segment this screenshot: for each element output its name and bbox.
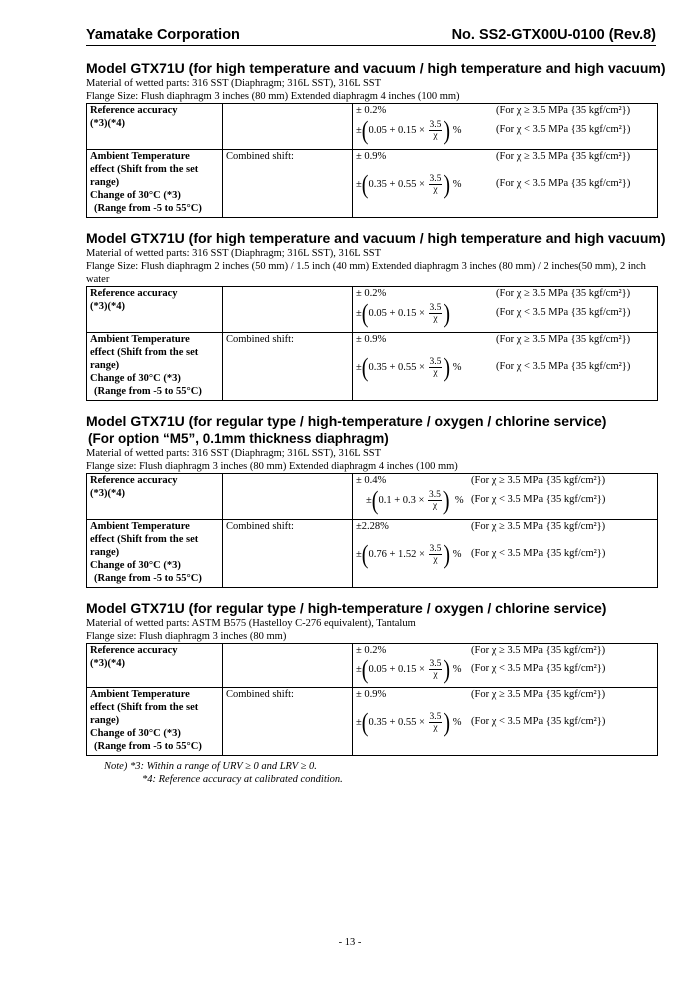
cond-lt: (For χ < 3.5 MPa {35 kgf/cm²}) <box>496 124 631 135</box>
page-header <box>86 27 656 46</box>
section-subtitle: (For option “M5”, 0.1mm thickness diaphragm) <box>88 431 389 446</box>
wetted-material: Material of wetted parts: 316 SST (Diaphragm; 316L SST), 316L SST <box>86 78 382 89</box>
ref-value-cell <box>353 104 658 150</box>
section-3 <box>86 413 666 588</box>
ref-formula: ± ( 0.05 + 0.15 × $\frac{3.5}{\chi}$ ) % <box>356 116 462 145</box>
note-4: *4: Reference accuracy at calibrated condition. <box>142 774 343 785</box>
ref-label-cell: Reference accuracy (*3)(*4) <box>87 104 223 150</box>
spec-table <box>86 103 658 218</box>
amb-value: ± 0.9% <box>356 151 387 162</box>
amb-formula: ± ( 0.35 + 0.55 × $\frac{3.5}{\chi}$ ) % <box>356 170 462 199</box>
spec-table: Reference accuracy (*3)(*4) ± 0.2% (For χ ≥ 3.5 MPa {35 kgf/cm²}) ± ( 0.05 + 0.15 × $\frac{3.5}{\chi}$ ) % (For χ < 3.5 MPa {35 kgf/cm²}) Ambient Temperature effect (Shift from the set range) Change of 30°C (*3) (Range from -5 to 55°C) Combined shift: ± 0.9% (For χ ≥ 3.5 MPa {35 kgf/cm²}) ± ( 0.35 + 0.55 × $\frac{3.5}{\chi}$ ) % (For χ < 3.5 MPa {35 kgf/cm²}) <box>86 643 658 756</box>
wetted-material: Material of wetted parts: 316 SST (Diaphragm; 316L SST), 316L SST <box>86 448 382 459</box>
cond-ge: (For χ ≥ 3.5 MPa {35 kgf/cm²}) <box>496 105 631 116</box>
section-title: Model GTX71U (for regular type / high-temperature / oxygen / chlorine service) <box>86 600 607 616</box>
wetted-material: Material of wetted parts: ASTM B575 (Hastelloy C-276 equivalent), Tantalum <box>86 618 416 629</box>
ref-value: ± 0.2% <box>356 105 387 116</box>
flange-size: Flange size: Flush diaphragm 3 inches (80 mm) <box>86 631 287 642</box>
amb-label-cell: Ambient Temperature effect (Shift from the set range) Change of 30°C (*3) (Range from -5 to 55°C) <box>87 150 223 218</box>
document-number: No. SS2-GTX00U-0100 (Rev.8) <box>451 27 656 43</box>
section-title: Model GTX71U (for regular type / high-temperature / oxygen / chlorine service) <box>86 413 607 429</box>
flange-size: Flange Size: Flush diaphragm 3 inches (80 mm) Extended diaphragm 4 inches (100 mm) <box>86 91 460 102</box>
page-number: - 13 - <box>338 937 362 948</box>
section-1 <box>86 60 666 218</box>
combined-shift: Combined shift: <box>223 150 353 218</box>
flange-size: Flange size: Flush diaphragm 3 inches (80 mm) Extended diaphragm 4 inches (100 mm) <box>86 461 458 472</box>
note-3: Note) *3: Within a range of URV ≥ 0 and LRV ≥ 0. <box>104 761 317 772</box>
spec-table: Reference accuracy (*3)(*4) ± 0.4% (For χ ≥ 3.5 MPa {35 kgf/cm²}) ± ( 0.1 + 0.3 × $\frac{3.5}{\chi}$ ) % (For χ < 3.5 MPa {35 kgf/cm²}) Ambient Temperature effect (Shift from the set range) Change of 30°C (*3) (Range from -5 to 55°C) Combined shift: ±2.28% (For χ ≥ 3.5 MPa {35 kgf/cm²}) ± ( 0.76 + 1.52 × $\frac{3.5}{\chi}$ ) % (For χ < 3.5 MPa {35 kgf/cm²}) <box>86 473 658 588</box>
section-title: Model GTX71U (for high temperature and vacuum / high temperature and high vacuum) <box>86 60 666 76</box>
section-4 <box>86 600 666 756</box>
section-2 <box>86 230 666 401</box>
spec-table: Reference accuracy (*3)(*4) ± 0.2% (For χ ≥ 3.5 MPa {35 kgf/cm²}) ± ( 0.05 + 0.15 × $\frac{3.5}{\chi}$ ) (For χ < 3.5 MPa {35 kgf/cm²}) Ambient Temperature effect (Shift from the set range) Change of 30°C (*3) (Range from -5 to 55°C) Combined shift: ± 0.9% (For χ ≥ 3.5 MPa {35 kgf/cm²}) ± ( 0.35 + 0.55 × $\frac{3.5}{\chi}$ ) % (For χ < 3.5 MPa {35 kgf/cm²}) <box>86 286 658 401</box>
section-title: Model GTX71U (for high temperature and vacuum / high temperature and high vacuum) <box>86 230 666 246</box>
company-name: Yamatake Corporation <box>86 27 240 43</box>
flange-size: Flange Size: Flush diaphragm 2 inches (50 mm) / 1.5 inch (40 mm) Extended diaphragm 3 inches (80 mm) / 2 inches(50 mm), 2 inch water <box>86 261 646 285</box>
amb-value-cell: ± 0.9% (For χ ≥ 3.5 MPa {35 kgf/cm²}) ± ( 0.35 + 0.55 × $\frac{3.5}{\chi}$ ) % (For χ < 3.5 MPa {35 kgf/cm²}) <box>353 150 658 218</box>
wetted-material: Material of wetted parts: 316 SST (Diaphragm; 316L SST), 316L SST <box>86 248 382 259</box>
